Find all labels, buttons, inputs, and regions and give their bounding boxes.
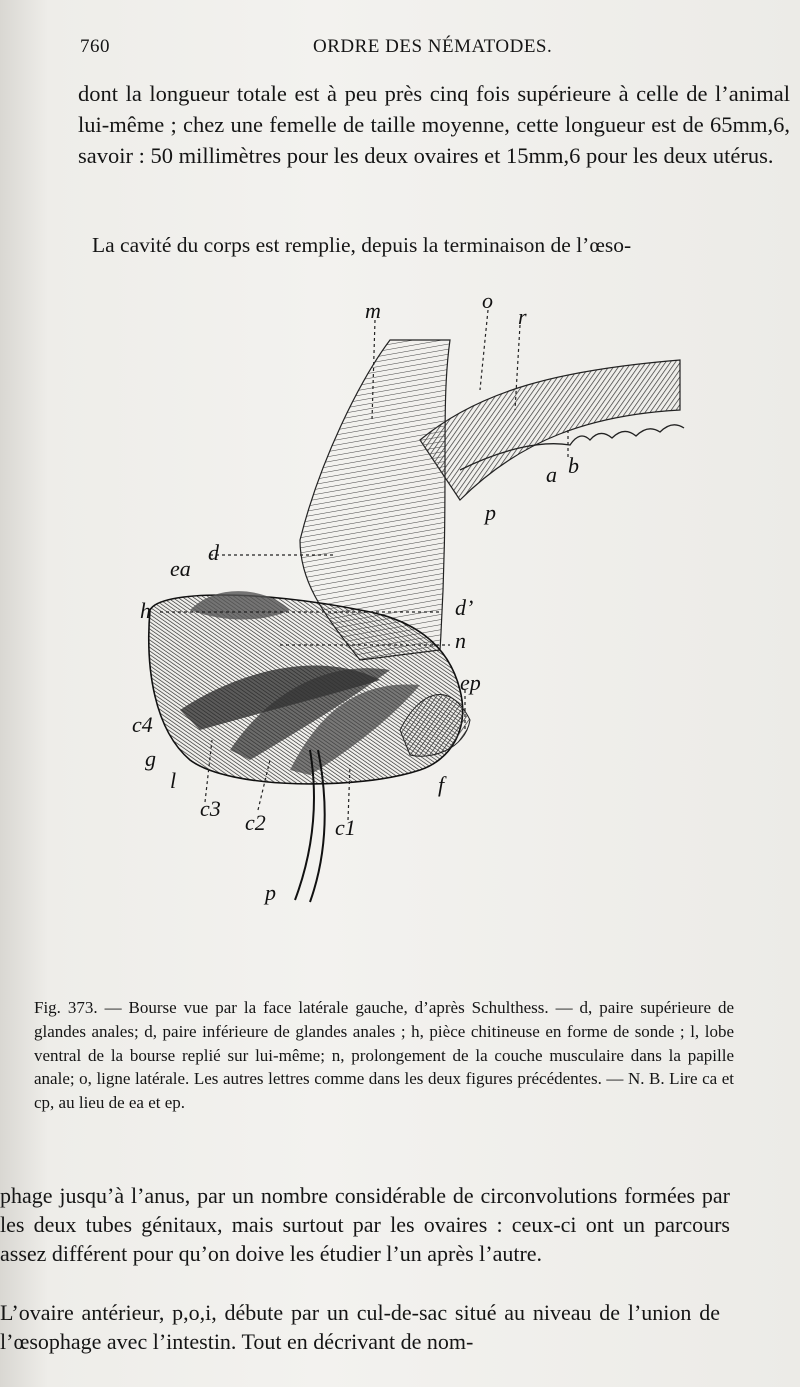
label-n: n [455,628,466,653]
bursa-engraving [120,290,720,980]
label-f: f [438,772,445,797]
label-p-top: p [485,500,496,525]
figure-caption: Fig. 373. — Bourse vue par la face latérale gauche, d’après Schulthess. — d, paire supérieure de glandes anales; d, paire inférieure de glandes anales ; h, pièce chitineuse en forme de sonde ; l, lobe ventral de la bourse replié sur lui-même; n, prolongement de la couche musculaire dans la papille anale; o, ligne latérale. Les autres lettres comme dans les deux figures précédentes. — N. B. Lire ca et cp, au lieu de ea et ep. [34,998,734,1113]
label-c1: c1 [335,815,356,840]
label-p-bottom: p [265,880,276,905]
label-ea: ea [170,556,191,581]
running-title: ORDRE DES NÉMATODES. [313,36,553,57]
leader-o [480,310,488,390]
figure-373-illustration [120,290,720,980]
label-c3: c3 [200,796,221,821]
paragraph-2: La cavité du corps est remplie, depuis la terminaison de l’œso- [92,233,632,257]
label-b: b [568,453,579,478]
label-m: m [365,298,381,323]
page-header [80,36,770,62]
page-number: 760 [80,36,110,57]
label-g: g [145,746,156,771]
label-c4: c4 [132,712,153,737]
label-h: h [140,598,151,623]
paragraph-3: phage jusqu’à l’anus, par un nombre considérable de circonvolutions formées par les deux tubes génitaux, mais surtout par les ovaires : ceux-ci ont un parcours assez différent pour qu’on doive les étudier l’un après l’autre. [0,1183,730,1266]
label-c2: c2 [245,810,266,835]
label-d-prime: d’ [455,595,474,620]
label-o: o [482,290,493,313]
label-r: r [518,304,527,329]
label-d: d [208,540,219,565]
paragraph-4: L’ovaire antérieur, p,o,i, débute par un cul-de-sac situé au niveau de l’union de l’œsophage avec l’intestin. Tout en décrivant de nom- [0,1300,720,1354]
label-ep: ep [460,670,481,695]
label-l: l [170,768,177,793]
label-a: a [546,462,557,487]
paragraph-1: dont la longueur totale est à peu près cinq fois supérieure à celle de l’animal lui-même ; chez une femelle de taille moyenne, cette longueur est de 65mm,6, savoir : 50 millimètres pour les deux ovaires et 15mm,6 pour les deux utérus. [78,81,790,168]
